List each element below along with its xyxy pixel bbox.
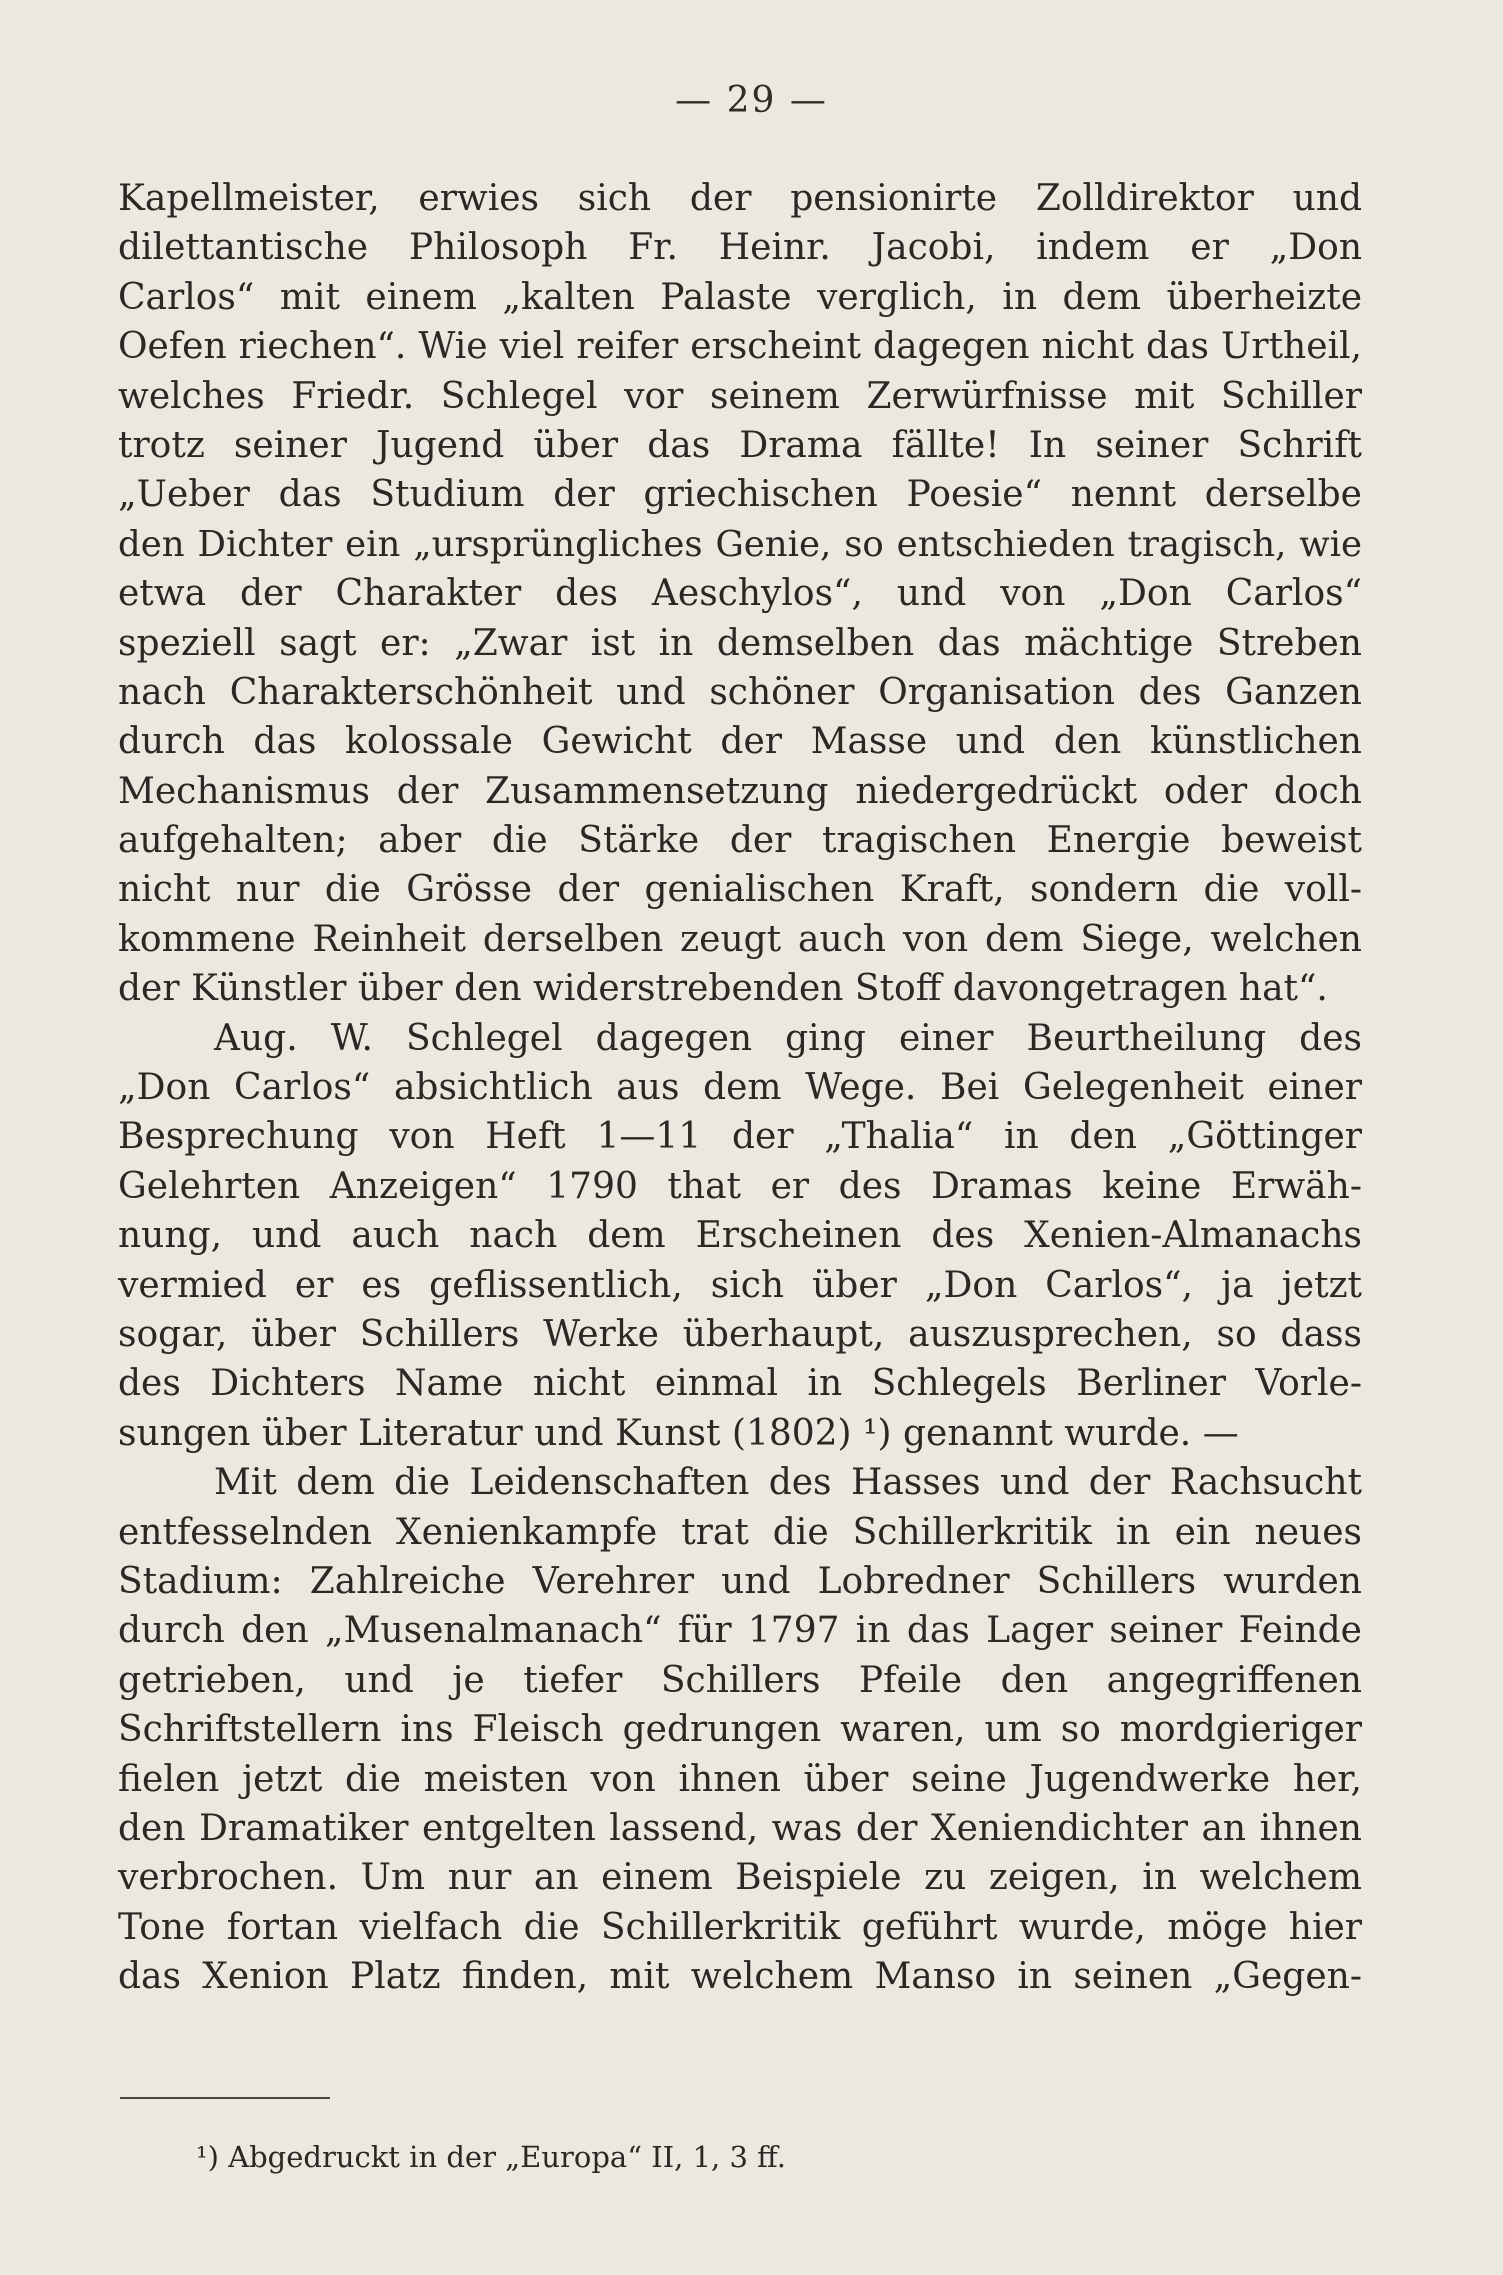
text-line: das Xenion Platz finden, mit welchem Manso in seinen „Gegen- — [118, 1956, 1362, 1998]
text-line: Oefen riechen“. Wie viel reifer erscheint dagegen nicht das Urtheil, — [118, 326, 1362, 368]
text-line: Stadium: Zahlreiche Verehrer und Lobredner Schillers wurden — [118, 1560, 1362, 1602]
text-line: der Künstler über den widerstrebenden Stoff davongetragen hat“. — [118, 968, 1328, 1010]
text-line: Tone fortan vielfach die Schillerkritik geführt wurde, möge hier — [118, 1906, 1362, 1948]
text-line: trotz seiner Jugend über das Drama fällte! In seiner Schrift — [118, 424, 1362, 466]
text-line: sungen über Literatur und Kunst (1802) ¹) genannt wurde. — — [118, 1412, 1239, 1454]
text-line: durch den „Musenalmanach“ für 1797 in das Lager seiner Feinde — [118, 1610, 1362, 1652]
paragraph-3 — [118, 1458, 1362, 2001]
text-line: vermied er es geflissentlich, sich über „Don Carlos“, ja jetzt — [118, 1264, 1362, 1306]
footnote-divider — [120, 2097, 330, 2099]
text-line: den Dichter ein „ursprüngliches Genie, so entschieden tragisch, wie — [118, 523, 1362, 565]
text-line: „Don Carlos“ absichtlich aus dem Wege. Bei Gelegenheit einer — [118, 1067, 1362, 1109]
text-line: Gelehrten Anzeigen“ 1790 that er des Dramas keine Erwäh- — [118, 1165, 1362, 1207]
paragraph-1 — [118, 174, 1362, 1014]
footnote: ¹) Abgedruckt in der „Europa“ II, 1, 3 ff. — [196, 2140, 786, 2174]
text-line: Mit dem die Leidenschaften des Hasses und der Rachsucht — [214, 1462, 1362, 1504]
text-line: Mechanismus der Zusammensetzung niedergedrückt oder doch — [118, 770, 1362, 812]
text-line: Besprechung von Heft 1—11 der „Thalia“ in den „Göttinger — [118, 1116, 1362, 1158]
text-line: speziell sagt er: „Zwar ist in demselben das mächtige Streben — [118, 622, 1362, 664]
text-line: welches Friedr. Schlegel vor seinem Zerwürfnisse mit Schiller — [118, 375, 1362, 417]
text-line: Aug. W. Schlegel dagegen ging einer Beurtheilung des — [214, 1017, 1362, 1059]
page-number: — 29 — — [675, 80, 828, 121]
text-line: verbrochen. Um nur an einem Beispiele zu zeigen, in welchem — [118, 1857, 1362, 1899]
text-line: Kapellmeister, erwies sich der pensionirte Zolldirektor und — [118, 178, 1362, 219]
text-line: aufgehalten; aber die Stärke der tragischen Energie beweist — [118, 820, 1362, 862]
text-line: nicht nur die Grösse der genialischen Kraft, sondern die voll- — [118, 869, 1362, 911]
text-line: nach Charakterschönheit und schöner Organisation des Ganzen — [118, 671, 1362, 713]
text-line: dilettantische Philosoph Fr. Heinr. Jacobi, indem er „Don — [118, 227, 1362, 269]
text-line: des Dichters Name nicht einmal in Schlegels Berliner Vorle- — [118, 1363, 1362, 1405]
text-line: durch das kolossale Gewicht der Masse und den künstlichen — [118, 721, 1362, 763]
text-line: fielen jetzt die meisten von ihnen über seine Jugendwerke her, — [118, 1758, 1362, 1800]
text-line: den Dramatiker entgelten lassend, was der Xeniendichter an ihnen — [118, 1807, 1362, 1849]
text-line: Schriftstellern ins Fleisch gedrungen waren, um so mordgieriger — [118, 1709, 1362, 1751]
text-line: getrieben, und je tiefer Schillers Pfeile den angegriffenen — [118, 1659, 1362, 1701]
body-text — [118, 174, 1362, 2001]
text-line: etwa der Charakter des Aeschylos“, und von „Don Carlos“ — [118, 573, 1362, 615]
text-line: „Ueber das Studium der griechischen Poesie“ nennt derselbe — [118, 474, 1362, 516]
text-line: entfesselnden Xenienkampfe trat die Schillerkritik in ein neues — [118, 1511, 1362, 1553]
text-line: sogar, über Schillers Werke überhaupt, auszusprechen, so dass — [118, 1313, 1362, 1355]
text-line: nung, und auch nach dem Erscheinen des Xenien-Almanachs — [118, 1215, 1362, 1257]
text-line: kommene Reinheit derselben zeugt auch von dem Siege, welchen — [118, 918, 1362, 960]
text-line: Carlos“ mit einem „kalten Palaste verglich, in dem überheizte — [118, 276, 1362, 318]
paragraph-2 — [118, 1014, 1362, 1459]
